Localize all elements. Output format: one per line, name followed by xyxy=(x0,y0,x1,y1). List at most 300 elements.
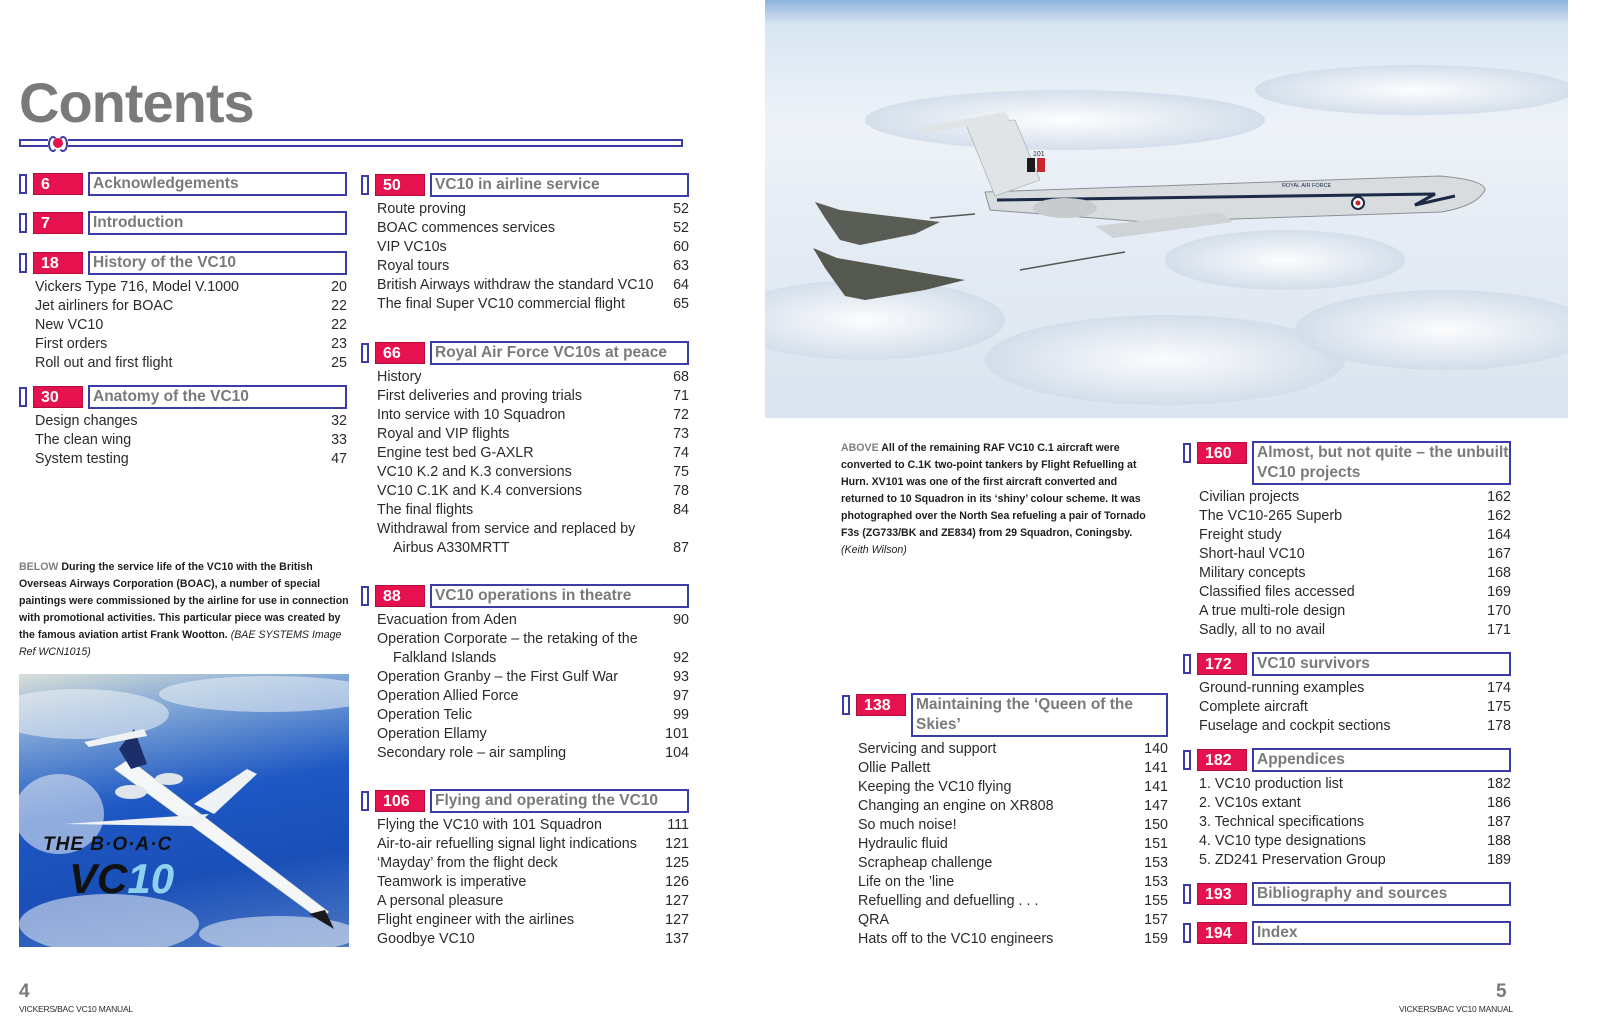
toc-entry[interactable] xyxy=(377,257,689,276)
toc-entry-title: QRA xyxy=(858,912,889,928)
toc-entry[interactable] xyxy=(377,706,689,725)
toc-entry[interactable] xyxy=(35,354,347,373)
toc-entry[interactable] xyxy=(377,892,689,911)
toc-entry[interactable] xyxy=(1199,621,1511,640)
caption-credit: (Keith Wilson) xyxy=(841,544,907,556)
section-title: Introduction xyxy=(88,211,347,235)
section-tab-marker xyxy=(19,253,27,273)
section-page-number: 18 xyxy=(33,252,83,274)
toc-entry[interactable] xyxy=(858,930,1168,949)
toc-entry-title: Freight study xyxy=(1199,527,1282,543)
toc-entry-title: Refuelling and defuelling . . . xyxy=(858,893,1039,909)
toc-entry-page: 97 xyxy=(673,688,689,704)
toc-section xyxy=(19,387,347,469)
toc-entry-page: 162 xyxy=(1487,508,1511,524)
toc-entry[interactable] xyxy=(35,412,347,431)
toc-entry-page: 151 xyxy=(1144,836,1168,852)
toc-entry-title: 2. VC10s extant xyxy=(1199,795,1301,811)
toc-entry[interactable] xyxy=(377,482,689,501)
section-page-number: 50 xyxy=(375,174,425,196)
toc-entry[interactable] xyxy=(377,444,689,463)
toc-entry-title: Air-to-air refuelling signal light indications xyxy=(377,836,637,852)
toc-entry[interactable] xyxy=(377,219,689,238)
toc-entry-page: 127 xyxy=(665,893,689,909)
caption-above xyxy=(841,440,1146,559)
toc-entry[interactable] xyxy=(858,797,1168,816)
toc-entry[interactable] xyxy=(377,649,689,668)
toc-section xyxy=(1183,443,1511,640)
toc-entry-page: 167 xyxy=(1487,546,1511,562)
toc-entry[interactable] xyxy=(377,687,689,706)
toc-entry-page: 78 xyxy=(673,483,689,499)
toc-entry-title: Falkland Islands xyxy=(393,650,497,666)
toc-entry-page: 162 xyxy=(1487,489,1511,505)
toc-entry-title: Fuselage and cockpit sections xyxy=(1199,718,1391,734)
toc-section-header[interactable] xyxy=(1183,884,1511,906)
toc-entry[interactable] xyxy=(858,892,1168,911)
toc-entry-page: 186 xyxy=(1487,795,1511,811)
toc-entry-title: Goodbye VC10 xyxy=(377,931,475,947)
toc-entry[interactable] xyxy=(1199,832,1511,851)
section-title: VC10 in airline service xyxy=(430,173,689,197)
toc-entry-page: 189 xyxy=(1487,852,1511,868)
toc-item-list xyxy=(1199,775,1511,870)
poster-10: 10 xyxy=(127,855,175,902)
toc-section-header[interactable] xyxy=(1183,923,1511,945)
section-tab-marker xyxy=(361,175,369,195)
toc-entry[interactable] xyxy=(377,501,689,520)
toc-entry-page: 182 xyxy=(1487,776,1511,792)
toc-entry-page: 99 xyxy=(673,707,689,723)
toc-entry-title: The final Super VC10 commercial flight xyxy=(377,296,625,312)
toc-entry-title: History xyxy=(377,369,422,385)
toc-entry[interactable] xyxy=(377,611,689,630)
toc-entry-page: 159 xyxy=(1144,931,1168,947)
toc-entry[interactable] xyxy=(1199,526,1511,545)
toc-entry[interactable] xyxy=(1199,679,1511,698)
section-title: Index xyxy=(1252,921,1511,945)
running-footer-right: VICKERS/BAC VC10 MANUAL xyxy=(1399,1004,1513,1014)
toc-section xyxy=(1183,923,1511,945)
toc-section-header[interactable] xyxy=(361,586,689,608)
toc-entry-title: Ground-running examples xyxy=(1199,680,1365,696)
toc-entry-title: Life on the ’line xyxy=(858,874,955,890)
toc-entry[interactable] xyxy=(858,911,1168,930)
toc-entry-title: Royal and VIP flights xyxy=(377,426,510,442)
toc-entry[interactable] xyxy=(1199,602,1511,621)
section-title: Royal Air Force VC10s at peace xyxy=(430,341,689,365)
toc-entry-page: 32 xyxy=(331,413,347,429)
toc-entry-title: So much noise! xyxy=(858,817,957,833)
toc-section xyxy=(361,343,689,558)
toc-entry[interactable] xyxy=(377,668,689,687)
toc-entry-title: A true multi-role design xyxy=(1199,603,1346,619)
toc-entry[interactable] xyxy=(1199,794,1511,813)
toc-entry[interactable] xyxy=(1199,488,1511,507)
toc-entry-page: 65 xyxy=(673,296,689,312)
toc-item-list xyxy=(377,368,689,558)
caption-lead: ABOVE xyxy=(841,442,879,454)
toc-entry-title: First orders xyxy=(35,336,108,352)
caption-text: All of the remaining RAF VC10 C.1 aircraft were converted to C.1K two-point tankers by Flight Refuelling at Hurn. XV101 was one of the first aircraft converted and returned to 10 Squadron in its ‘shiny’ colour scheme. It was photographed over the North Sea refueling a pair of Tornado F3s (ZG733/BK and ZE834) from 29 Squadron, Coningsby. xyxy=(841,442,1146,539)
toc-entry-title: Airbus A330MRTT xyxy=(393,540,510,556)
toc-entry[interactable] xyxy=(35,278,347,297)
toc-entry[interactable] xyxy=(858,759,1168,778)
section-title: Almost, but not quite – the unbuilt VC10 projects xyxy=(1252,441,1511,485)
toc-entry[interactable] xyxy=(858,835,1168,854)
toc-section xyxy=(1183,750,1511,870)
toc-entry[interactable] xyxy=(1199,775,1511,794)
toc-entry-title: Military concepts xyxy=(1199,565,1306,581)
toc-section-header[interactable] xyxy=(361,175,689,197)
poster-vc: VC xyxy=(69,855,128,902)
toc-entry-title: Classified files accessed xyxy=(1199,584,1355,600)
toc-entry-title: Operation Allied Force xyxy=(377,688,519,704)
toc-entry-title: VC10 C.1K and K.4 conversions xyxy=(377,483,583,499)
toc-entry[interactable] xyxy=(858,816,1168,835)
toc-entry-page: 74 xyxy=(673,445,689,461)
toc-entry-title: The final flights xyxy=(377,502,474,518)
toc-entry[interactable] xyxy=(377,930,689,949)
toc-entry-page: 140 xyxy=(1144,741,1168,757)
toc-entry-page: 73 xyxy=(673,426,689,442)
toc-entry[interactable] xyxy=(377,873,689,892)
fuselage-lettering: ROYAL AIR FORCE xyxy=(1282,183,1332,189)
toc-entry-page: 92 xyxy=(673,650,689,666)
toc-entry-page: 47 xyxy=(331,451,347,467)
toc-entry-title: Short-haul VC10 xyxy=(1199,546,1305,562)
toc-entry-title: A personal pleasure xyxy=(377,893,504,909)
section-page-number: 6 xyxy=(33,173,83,195)
toc-entry[interactable] xyxy=(858,740,1168,759)
toc-entry-title: Operation Corporate – the retaking of the xyxy=(377,631,638,647)
toc-entry-page: 153 xyxy=(1144,855,1168,871)
toc-entry[interactable] xyxy=(35,450,347,469)
page-number-left: 4 xyxy=(19,981,30,1002)
toc-entry[interactable] xyxy=(377,238,689,257)
toc-entry-page: 121 xyxy=(665,836,689,852)
toc-entry-title: Secondary role – air sampling xyxy=(377,745,567,761)
caption-below xyxy=(19,559,349,661)
section-page-number: 106 xyxy=(375,790,425,812)
toc-entry-title: 1. VC10 production list xyxy=(1199,776,1343,792)
title-rule xyxy=(19,139,683,147)
section-page-number: 7 xyxy=(33,212,83,234)
toc-entry-page: 68 xyxy=(673,369,689,385)
toc-entry-page: 137 xyxy=(665,931,689,947)
toc-entry-page: 150 xyxy=(1144,817,1168,833)
toc-entry-page: 147 xyxy=(1144,798,1168,814)
toc-section-header[interactable] xyxy=(19,213,347,235)
toc-entry-page: 101 xyxy=(665,726,689,742)
section-title: Anatomy of the VC10 xyxy=(88,385,347,409)
toc-item-list xyxy=(377,611,689,763)
section-tab-marker xyxy=(19,174,27,194)
toc-entry[interactable] xyxy=(1199,507,1511,526)
toc-entry-page: 52 xyxy=(673,220,689,236)
toc-entry-page: 63 xyxy=(673,258,689,274)
section-page-number: 193 xyxy=(1197,883,1247,905)
toc-entry-page: 111 xyxy=(667,817,689,833)
toc-entry-title: The VC10-265 Superb xyxy=(1199,508,1343,524)
toc-entry-title: Engine test bed G-AXLR xyxy=(377,445,534,461)
toc-entry-page: 153 xyxy=(1144,874,1168,890)
toc-entry-title: Operation Telic xyxy=(377,707,473,723)
caption-lead: BELOW xyxy=(19,561,59,573)
toc-entry-title: Civilian projects xyxy=(1199,489,1300,505)
section-tab-marker xyxy=(361,343,369,363)
toc-section xyxy=(1183,884,1511,906)
toc-entry[interactable] xyxy=(858,854,1168,873)
section-tab-marker xyxy=(1183,654,1191,674)
section-page-number: 66 xyxy=(375,342,425,364)
toc-section-header[interactable] xyxy=(19,387,347,409)
toc-entry-page: 169 xyxy=(1487,584,1511,600)
section-page-number: 30 xyxy=(33,386,83,408)
toc-entry-title: Withdrawal from service and replaced by xyxy=(377,521,636,537)
tornado-1 xyxy=(815,202,940,245)
section-tab-marker xyxy=(361,586,369,606)
toc-item-list xyxy=(1199,679,1511,736)
toc-entry-page: 87 xyxy=(673,540,689,556)
section-page-number: 160 xyxy=(1197,442,1247,464)
wing-right xyxy=(194,769,257,814)
section-tab-marker xyxy=(361,791,369,811)
toc-entry[interactable] xyxy=(377,520,689,539)
toc-entry-page: 126 xyxy=(665,874,689,890)
toc-entry[interactable] xyxy=(377,725,689,744)
toc-entry[interactable] xyxy=(377,406,689,425)
section-tab-marker xyxy=(19,213,27,233)
toc-entry[interactable] xyxy=(377,276,689,295)
toc-item-list xyxy=(377,816,689,949)
toc-entry[interactable] xyxy=(377,744,689,763)
toc-entry-page: 64 xyxy=(673,277,689,293)
page-number-right: 5 xyxy=(1496,981,1507,1002)
toc-item-list xyxy=(1199,488,1511,640)
toc-entry-page: 187 xyxy=(1487,814,1511,830)
toc-entry[interactable] xyxy=(377,630,689,649)
toc-entry-page: 170 xyxy=(1487,603,1511,619)
toc-entry[interactable] xyxy=(377,835,689,854)
toc-entry[interactable] xyxy=(1199,698,1511,717)
toc-entry-title: Vickers Type 716, Model V.1000 xyxy=(35,279,240,295)
toc-entry-title: 4. VC10 type designations xyxy=(1199,833,1366,849)
refuel-hose-1 xyxy=(930,214,975,218)
section-title: Maintaining the ‘Queen of the Skies’ xyxy=(911,693,1168,737)
toc-entry-page: 141 xyxy=(1144,779,1168,795)
toc-entry[interactable] xyxy=(1199,717,1511,736)
refuel-hose-2 xyxy=(1020,252,1125,270)
boac-vc10-painting xyxy=(19,674,349,947)
section-tab-marker xyxy=(19,387,27,407)
running-footer-left: VICKERS/BAC VC10 MANUAL xyxy=(19,1004,133,1014)
toc-section xyxy=(19,213,347,235)
toc-section-header[interactable] xyxy=(1183,750,1511,772)
toc-entry-title: Servicing and support xyxy=(858,741,997,757)
toc-entry-title: 5. ZD241 Preservation Group xyxy=(1199,852,1386,868)
toc-section-header[interactable] xyxy=(19,174,347,196)
toc-entry[interactable] xyxy=(377,854,689,873)
toc-entry-page: 23 xyxy=(331,336,347,352)
toc-entry-title: Flight engineer with the airlines xyxy=(377,912,575,928)
toc-entry-page xyxy=(659,520,689,539)
toc-section-header[interactable] xyxy=(19,253,347,275)
toc-entry-title: Ollie Pallett xyxy=(858,760,931,776)
toc-entry[interactable] xyxy=(858,873,1168,892)
toc-entry-page: 72 xyxy=(673,407,689,423)
toc-entry-page: 75 xyxy=(673,464,689,480)
section-tab-marker xyxy=(842,695,850,715)
toc-entry-page: 188 xyxy=(1487,833,1511,849)
toc-entry-title: Operation Granby – the First Gulf War xyxy=(377,669,619,685)
toc-entry[interactable] xyxy=(377,539,689,558)
toc-entry-page: 168 xyxy=(1487,565,1511,581)
page-title: Contents xyxy=(19,71,254,134)
section-title: History of the VC10 xyxy=(88,251,347,275)
section-page-number: 138 xyxy=(856,694,906,716)
toc-entry-page: 127 xyxy=(665,912,689,928)
toc-section-header[interactable] xyxy=(1183,443,1511,485)
toc-section xyxy=(842,695,1168,949)
toc-item-list xyxy=(858,740,1168,949)
toc-entry[interactable] xyxy=(377,463,689,482)
toc-section-header[interactable] xyxy=(1183,654,1511,676)
toc-entry-page: 155 xyxy=(1144,893,1168,909)
toc-entry-title: Hats off to the VC10 engineers xyxy=(858,931,1054,947)
section-title: Flying and operating the VC10 xyxy=(430,789,689,813)
toc-entry[interactable] xyxy=(1199,813,1511,832)
raf-photo-art xyxy=(765,0,1568,418)
raf-vc10-refuelling-photo xyxy=(765,0,1568,418)
toc-entry-page: 60 xyxy=(673,239,689,255)
toc-entry-page: 104 xyxy=(665,745,689,761)
toc-entry-title: Design changes xyxy=(35,413,138,429)
toc-section xyxy=(361,791,689,949)
toc-section xyxy=(361,586,689,763)
toc-section xyxy=(1183,654,1511,736)
toc-entry-title: First deliveries and proving trials xyxy=(377,388,583,404)
toc-item-list xyxy=(35,412,347,469)
toc-entry-page: 164 xyxy=(1487,527,1511,543)
section-title: Appendices xyxy=(1252,748,1511,772)
section-tab-marker xyxy=(1183,884,1191,904)
section-title: Bibliography and sources xyxy=(1252,882,1511,906)
toc-entry[interactable] xyxy=(377,295,689,314)
toc-entry-title: 3. Technical specifications xyxy=(1199,814,1365,830)
toc-item-list xyxy=(377,200,689,314)
toc-section-header[interactable] xyxy=(361,343,689,365)
section-tab-marker xyxy=(1183,923,1191,943)
toc-entry-page: 90 xyxy=(673,612,689,628)
section-page-number: 182 xyxy=(1197,749,1247,771)
toc-entry-title: Operation Ellamy xyxy=(377,726,487,742)
toc-entry-page: 71 xyxy=(673,388,689,404)
toc-section xyxy=(19,253,347,373)
toc-entry-page: 25 xyxy=(331,355,347,371)
toc-entry-page: 157 xyxy=(1144,912,1168,928)
toc-entry[interactable] xyxy=(858,778,1168,797)
toc-entry[interactable] xyxy=(1199,545,1511,564)
toc-entry-title: Royal tours xyxy=(377,258,450,274)
toc-item-list xyxy=(35,278,347,373)
caption-text: During the service life of the VC10 with the British Overseas Airways Corporation (BOAC), a number of special paintings were commissioned by the airline for use in connection with promotional activities. This particular piece was created by the famous aviation artist Frank Wootton. xyxy=(19,561,349,641)
toc-entry[interactable] xyxy=(1199,564,1511,583)
section-title: VC10 operations in theatre xyxy=(430,584,689,608)
section-page-number: 172 xyxy=(1197,653,1247,675)
toc-entry-page: 33 xyxy=(331,432,347,448)
toc-entry-title: Changing an engine on XR808 xyxy=(858,798,1054,814)
toc-entry[interactable] xyxy=(35,431,347,450)
toc-entry-page: 93 xyxy=(673,669,689,685)
toc-entry-page: 84 xyxy=(673,502,689,518)
toc-entry-page: 141 xyxy=(1144,760,1168,776)
poster-line1: THE B·O·A·C xyxy=(43,834,173,855)
toc-entry[interactable] xyxy=(1199,851,1511,870)
toc-entry-title: System testing xyxy=(35,451,129,467)
toc-entry-title: ‘Mayday’ from the flight deck xyxy=(377,855,558,871)
toc-entry[interactable] xyxy=(35,316,347,335)
boac-painting-art xyxy=(19,674,349,947)
section-page-number: 88 xyxy=(375,585,425,607)
toc-entry[interactable] xyxy=(35,335,347,354)
toc-section xyxy=(361,175,689,314)
section-title: VC10 survivors xyxy=(1252,652,1511,676)
toc-entry-title: Keeping the VC10 flying xyxy=(858,779,1012,795)
toc-entry-page: 178 xyxy=(1487,718,1511,734)
toc-entry-title: Scrapheap challenge xyxy=(858,855,993,871)
toc-entry-page: 22 xyxy=(331,298,347,314)
section-title: Acknowledgements xyxy=(88,172,347,196)
toc-section-header[interactable] xyxy=(842,695,1168,737)
toc-entry-title: Sadly, all to no avail xyxy=(1199,622,1326,638)
rule-dot-icon xyxy=(53,138,63,148)
toc-entry-page: 52 xyxy=(673,201,689,217)
toc-entry-title: British Airways withdraw the standard VC10 xyxy=(377,277,654,293)
toc-entry-page: 171 xyxy=(1487,622,1511,638)
toc-entry-page: 174 xyxy=(1487,680,1511,696)
poster-line2 xyxy=(69,857,174,901)
toc-entry-title: BOAC commences services xyxy=(377,220,555,236)
toc-entry[interactable] xyxy=(377,387,689,406)
toc-entry-title: Teamwork is imperative xyxy=(377,874,527,890)
toc-entry-title: Roll out and first flight xyxy=(35,355,173,371)
toc-entry[interactable] xyxy=(35,297,347,316)
toc-entry[interactable] xyxy=(377,911,689,930)
toc-entry-page: 175 xyxy=(1487,699,1511,715)
toc-entry-page: 125 xyxy=(665,855,689,871)
toc-entry[interactable] xyxy=(1199,583,1511,602)
toc-section-header[interactable] xyxy=(361,791,689,813)
caption-credit: (BAE SYSTEMS Image Ref WCN1015) xyxy=(19,629,342,658)
toc-section xyxy=(19,174,347,196)
toc-entry-title: Jet airliners for BOAC xyxy=(35,298,174,314)
toc-entry-title: Route proving xyxy=(377,201,467,217)
toc-entry-title: Complete aircraft xyxy=(1199,699,1308,715)
section-tab-marker xyxy=(1183,750,1191,770)
toc-entry[interactable] xyxy=(377,200,689,219)
toc-entry-title: VC10 K.2 and K.3 conversions xyxy=(377,464,572,480)
toc-entry-title: VIP VC10s xyxy=(377,239,447,255)
toc-entry-title: The clean wing xyxy=(35,432,132,448)
toc-entry-page: 22 xyxy=(331,317,347,333)
toc-entry-page: 20 xyxy=(331,279,347,295)
toc-entry-title: Hydraulic fluid xyxy=(858,836,948,852)
toc-entry[interactable] xyxy=(377,425,689,444)
toc-entry-title: Into service with 10 Squadron xyxy=(377,407,566,423)
toc-entry[interactable] xyxy=(377,368,689,387)
toc-entry[interactable] xyxy=(377,816,689,835)
